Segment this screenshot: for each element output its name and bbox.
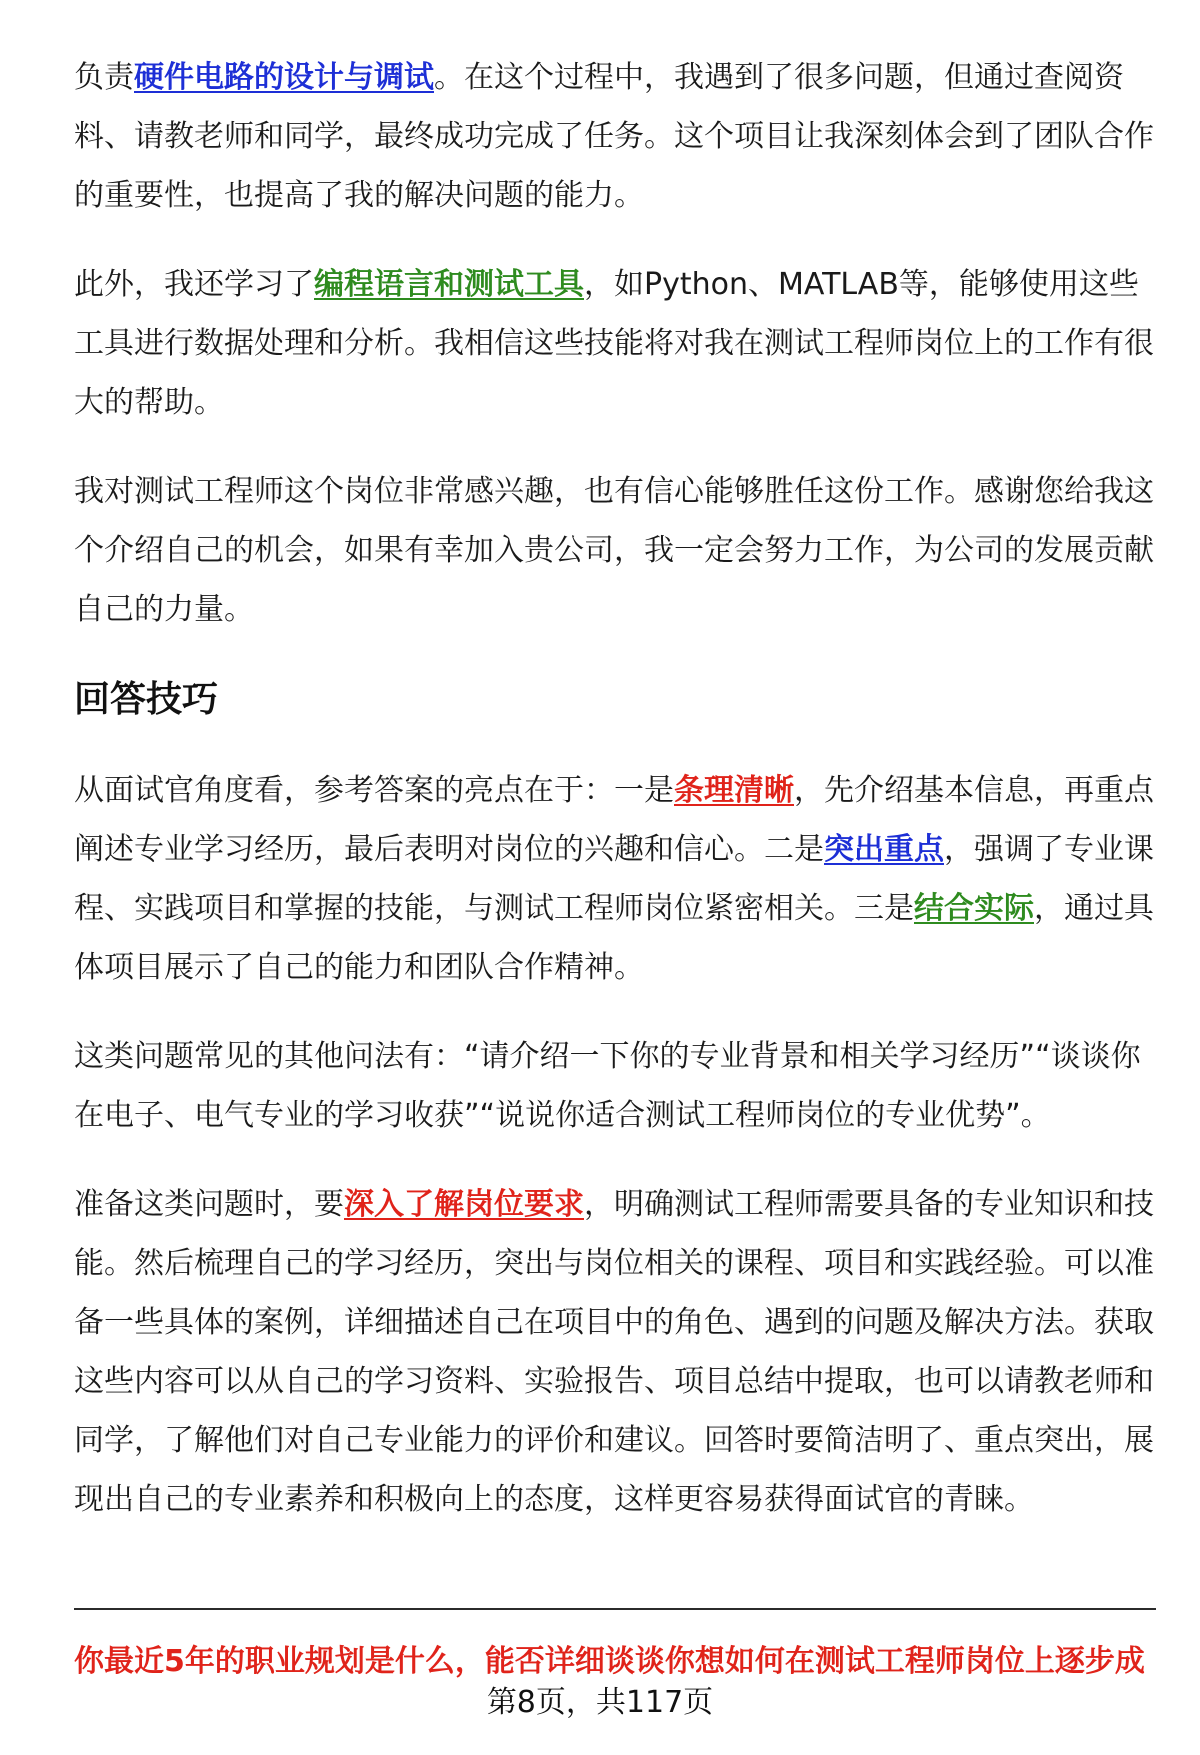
section-title: 回答技巧 (74, 679, 219, 720)
highlight-programming-tools: 编程语言和测试工具 (314, 267, 584, 302)
document-body (74, 48, 1154, 1529)
paragraph-text: 负责 (74, 60, 134, 95)
paragraph-interviewer-view (74, 761, 1154, 997)
paragraph-text: 从面试官角度看，参考答案的亮点在于：一是 (74, 773, 674, 808)
paragraph-text: ，通过具体项目展示了自己的能力和团队合作精神。 (74, 891, 1154, 985)
highlight-key-points: 突出重点 (824, 832, 944, 867)
paragraph-text: 这类问题常见的其他问法有：“请介绍一下你的专业背景和相关学习经历”“谈谈你在电子、电气专业的学习收获”“说说你适合测试工程师岗位的专业优势”。 (74, 1039, 1141, 1133)
paragraph-alternative-questions (74, 1027, 1154, 1145)
paragraph-programming-skills (74, 255, 1154, 432)
paragraph-text: 准备这类问题时，要 (74, 1187, 344, 1222)
highlight-job-requirements: 深入了解岗位要求 (344, 1187, 584, 1222)
page-number: 第8页，共117页 (486, 1685, 714, 1720)
paragraph-text: 此外，我还学习了 (74, 267, 314, 302)
next-question-heading: 你最近5年的职业规划是什么，能否详细谈谈你想如何在测试工程师岗位上逐步成 (74, 1644, 1145, 1679)
highlight-practical: 结合实际 (914, 891, 1034, 926)
paragraph-text: ，如Python、MATLAB等，能够使用这些工具进行数据处理和分析。我相信这些技能将对我在测试工程师岗位上的工作有很大的帮助。 (74, 267, 1154, 420)
paragraph-closing (74, 462, 1154, 639)
paragraph-text: ，明确测试工程师需要具备的专业知识和技能。然后梳理自己的学习经历，突出与岗位相关的课程、项目和实践经验。可以准备一些具体的案例，详细描述自己在项目中的角色、遇到的问题及解决方法。获取这些内容可以从自己的学习资料、实验报告、项目总结中提取，也可以请教老师和同学，了解他们对自己专业能力的评价和建议。回答时要简洁明了、重点突出，展现出自己的专业素养和积极向上的态度，这样更容易获得面试官的青睐。 (74, 1187, 1154, 1517)
paragraph-text: 。在这个过程中，我遇到了很多问题，但通过查阅资料、请教老师和同学，最终成功完成了任务。这个项目让我深刻体会到了团队合作的重要性，也提高了我的解决问题的能力。 (74, 60, 1154, 213)
paragraph-text: 我对测试工程师这个岗位非常感兴趣，也有信心能够胜任这份工作。感谢您给我这个介绍自己的机会，如果有幸加入贵公司，我一定会努力工作，为公司的发展贡献自己的力量。 (74, 474, 1154, 627)
divider (74, 1608, 1156, 1610)
highlight-hardware-design: 硬件电路的设计与调试 (134, 60, 434, 95)
paragraph-preparation (74, 1175, 1154, 1529)
paragraph-project-experience (74, 48, 1154, 225)
highlight-clear-structure: 条理清晰 (674, 773, 794, 808)
paragraph-text: ，先介绍基本信息，再重点阐述专业学习经历，最后表明对岗位的兴趣和信心。二是 (74, 773, 1154, 867)
paragraph-text: ，强调了专业课程、实践项目和掌握的技能，与测试工程师岗位紧密相关。三是 (74, 832, 1154, 926)
